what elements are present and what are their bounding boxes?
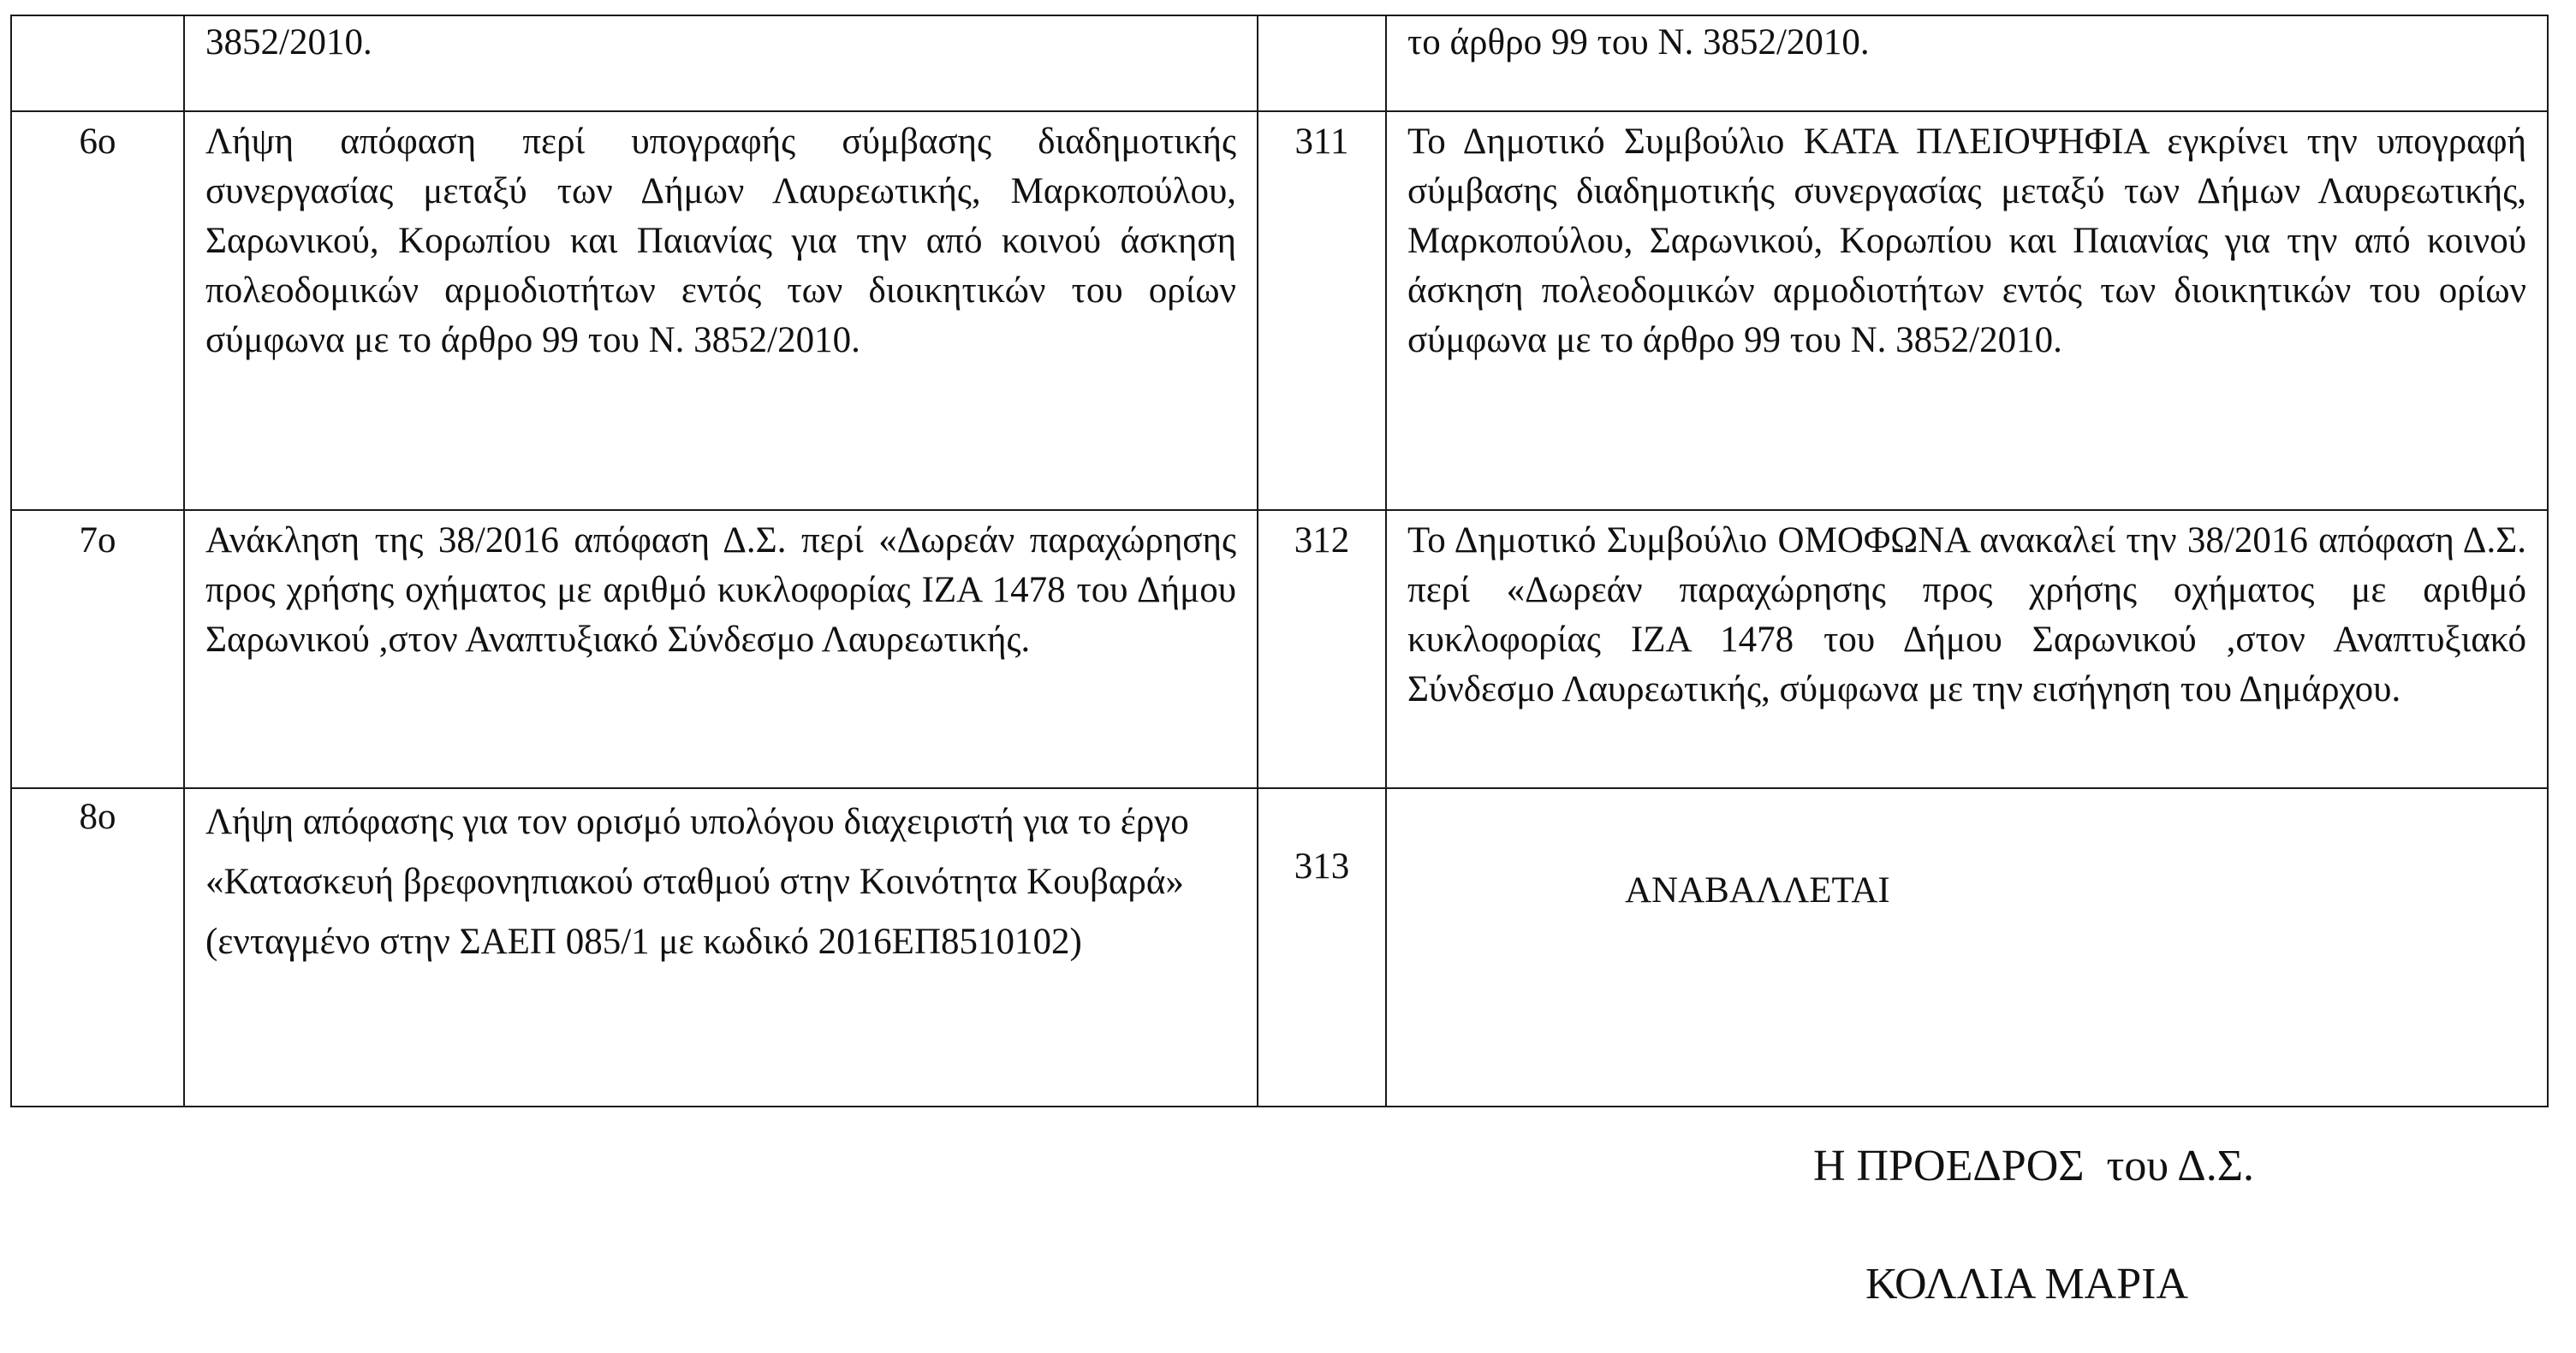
decision-number-cell: 313 [1258, 788, 1386, 1107]
item-number-cell: 6ο [11, 111, 184, 510]
decision-result-cell: το άρθρο 99 του Ν. 3852/2010. [1386, 15, 2548, 111]
signature-title: Η ΠΡΟΕΔΡΟΣ του Δ.Σ. [1813, 1142, 2254, 1190]
subject-cell: Ανάκληση της 38/2016 απόφαση Δ.Σ. περί «Δωρεάν παραχώρησης προς χρήσης οχήματος με αριθμό κυκλοφορίας ΙΖΑ 1478 του Δήμου Σαρωνικού ,στον Αναπτυξιακό Σύνδεσμο Λαυρεωτικής. [184, 510, 1258, 788]
subject-cell: 3852/2010. [184, 15, 1258, 111]
decision-result-cell: Το Δημοτικό Συμβούλιο ΚΑΤΑ ΠΛΕΙΟΨΗΦΙΑ εγκρίνει την υπογραφή σύμβασης διαδημοτικής συνεργασίας μεταξύ των Δήμων Λαυρεωτικής, Μαρκοπούλου, Σαρωνικού, Κορωπίου και Παιανίας για την από κοινού άσκηση πολεοδομικών αρμοδιοτήτων εντός των διοικητικών του ορίων σύμφωνα με το άρθρο 99 του Ν. 3852/2010. [1386, 111, 2548, 510]
postponed-status-text: ΑΝΑΒΑΛΛΕΤΑΙ [1625, 870, 1890, 911]
table-row-item-7 [11, 510, 2548, 788]
decision-result-cell: Το Δημοτικό Συμβούλιο ΟΜΟΦΩΝΑ ανακαλεί την 38/2016 απόφαση Δ.Σ. περί «Δωρεάν παραχώρησης προς χρήσης οχήματος με αριθμό κυκλοφορίας ΙΖΑ 1478 του Δήμου Σαρωνικού ,στον Αναπτυξιακό Σύνδεσμο Λαυρεωτικής, σύμφωνα με την εισήγηση του Δημάρχου. [1386, 510, 2548, 788]
decision-number-cell [1258, 15, 1386, 111]
table-row-item-8 [11, 788, 2548, 1107]
subject-cell: Λήψη απόφαση περί υπογραφής σύμβασης διαδημοτικής συνεργασίας μεταξύ των Δήμων Λαυρεωτικής, Μαρκοπούλου, Σαρωνικού, Κορωπίου και Παιανίας για την από κοινού άσκηση πολεοδομικών αρμοδιοτήτων εντός των διοικητικών του ορίων σύμφωνα με το άρθρο 99 του Ν. 3852/2010. [184, 111, 1258, 510]
subject-cell: Λήψη απόφασης για τον ορισμό υπολόγου διαχειριστή για το έργο «Κατασκευή βρεφονηπιακού σταθμού στην Κοινότητα Κουβαρά» (ενταγμένο στην ΣΑΕΠ 085/1 με κωδικό 2016ΕΠ8510102) [184, 788, 1258, 1107]
decisions-table [10, 15, 2549, 1107]
item-number-cell: 8ο [11, 788, 184, 1107]
table-row-continuation [11, 15, 2548, 111]
decision-result-cell [1386, 788, 2548, 1107]
item-number-cell [11, 15, 184, 111]
decision-number-cell: 311 [1258, 111, 1386, 510]
table-row-item-6 [11, 111, 2548, 510]
decision-number-cell: 312 [1258, 510, 1386, 788]
item-number-cell: 7ο [11, 510, 184, 788]
signature-name: ΚΟΛΛΙΑ ΜΑΡΙΑ [1865, 1260, 2189, 1308]
